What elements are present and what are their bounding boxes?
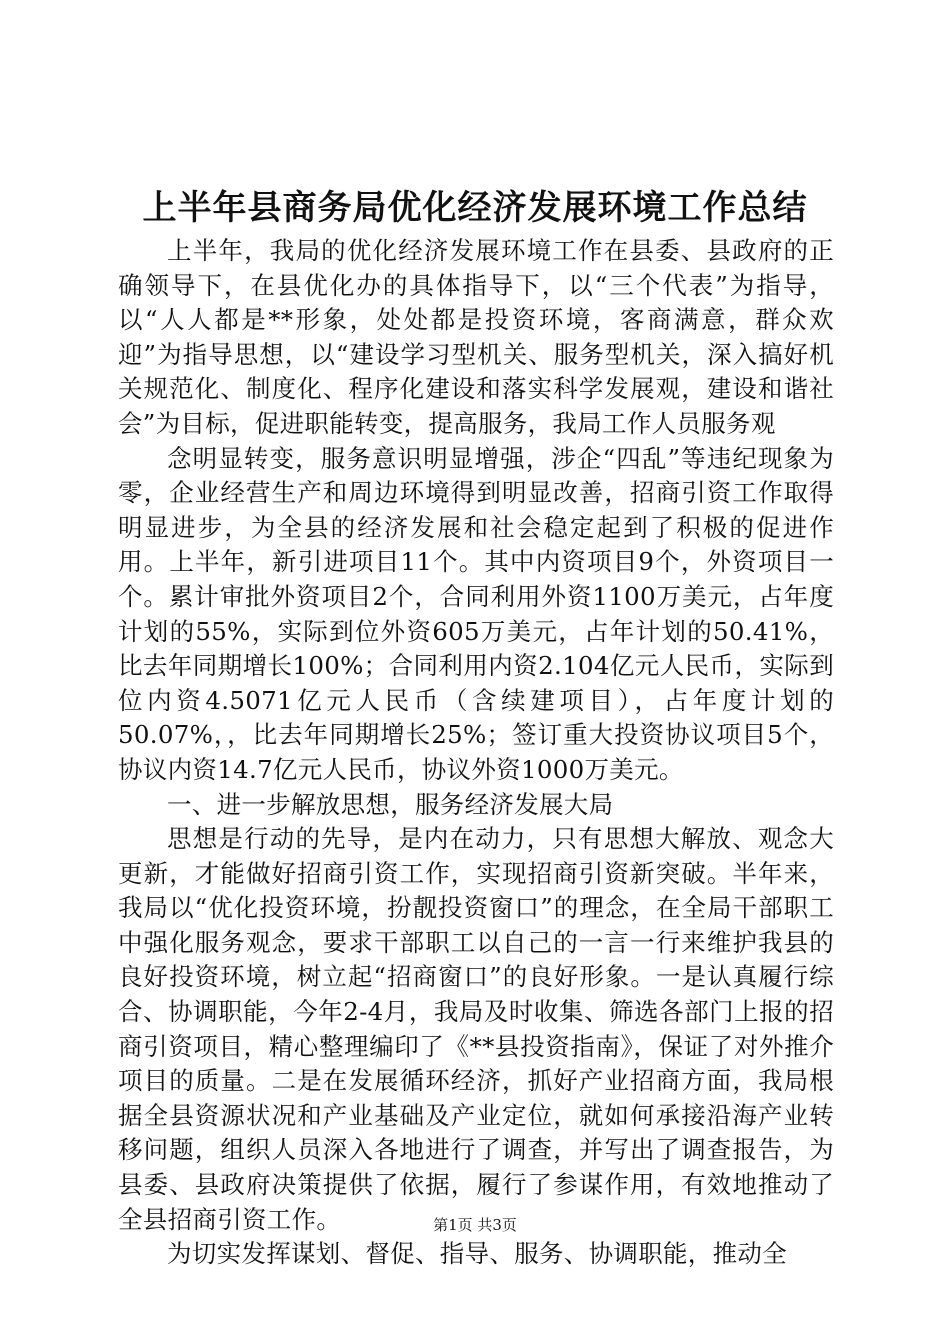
document-title: 上半年县商务局优化经济发展环境工作总结 <box>142 188 808 228</box>
paragraph-results: 念明显转变，服务意识明显增强，涉企“四乱”等违纪现象为零，企业经营生产和周边环境得到明显改善，招商引资工作取得明显进步，为全县的经济发展和社会稳定起到了积极的促进作用。上半年，新引进项目11个。其中内资项目9个，外资项目一个。累计审批外资项目2个，合同利用外资1100万美元，占年度计划的55%，实际到位外资605万美元，占年计划的50.41%，比去年同期增长100%；合同利用内资2.104亿元人民币，实际到位内资4.5071亿元人民币（含续建项目），占年度计划的50.07%，，比去年同期增长25%；签订重大投资协议项目5个，协议内资14.7亿元人民币，协议外资1000万美元。 <box>118 443 834 784</box>
paragraph-continued: 为切实发挥谋划、督促、指导、服务、协调职能，推动全 <box>167 1239 787 1269</box>
document-body <box>118 234 834 1272</box>
paragraph-intro: 上半年，我局的优化经济发展环境工作在县委、县政府的正确领导下，在县优化办的具体指导下，以“三个代表”为指导，以“人人都是**形象，处处都是投资环境，客商满意，群众欢迎”为指导思想，以“建设学习型机关、服务型机关，深入搞好机关规范化、制度化、程序化建设和落实科学发展观，建设和谐社会”为目标，促进职能转变，提高服务，我局工作人员服务观 <box>118 236 834 438</box>
section-heading-1: 一、进一步解放思想，服务经济发展大局 <box>167 789 614 819</box>
page-number-footer: 第1页 共3页 <box>433 1216 517 1234</box>
paragraph-section-1: 思想是行动的先导，是内在动力，只有思想大解放、观念大更新，才能做好招商引资工作，实现招商引资新突破。半年来，我局以“优化投资环境，扮靓投资窗口”的理念，在全局干部职工中强化服务观念，要求干部职工以自己的一言一行来维护我县的良好投资环境，树立起“招商窗口”的良好形象。一是认真履行综合、协调职能，今年2-4月，我局及时收集、筛选各部门上报的招商引资项目，精心整理编印了《**县投资指南》，保证了对外推介项目的质量。二是在发展循环经济，抓好产业招商方面，我局根据全县资源状况和产业基础及产业定位，就如何承接沿海产业转移问题，组织人员深入各地进行了调查，并写出了调查报告，为县委、县政府决策提供了依据，履行了参谋作用，有效地推动了全县招商引资工作。 <box>118 824 834 1234</box>
